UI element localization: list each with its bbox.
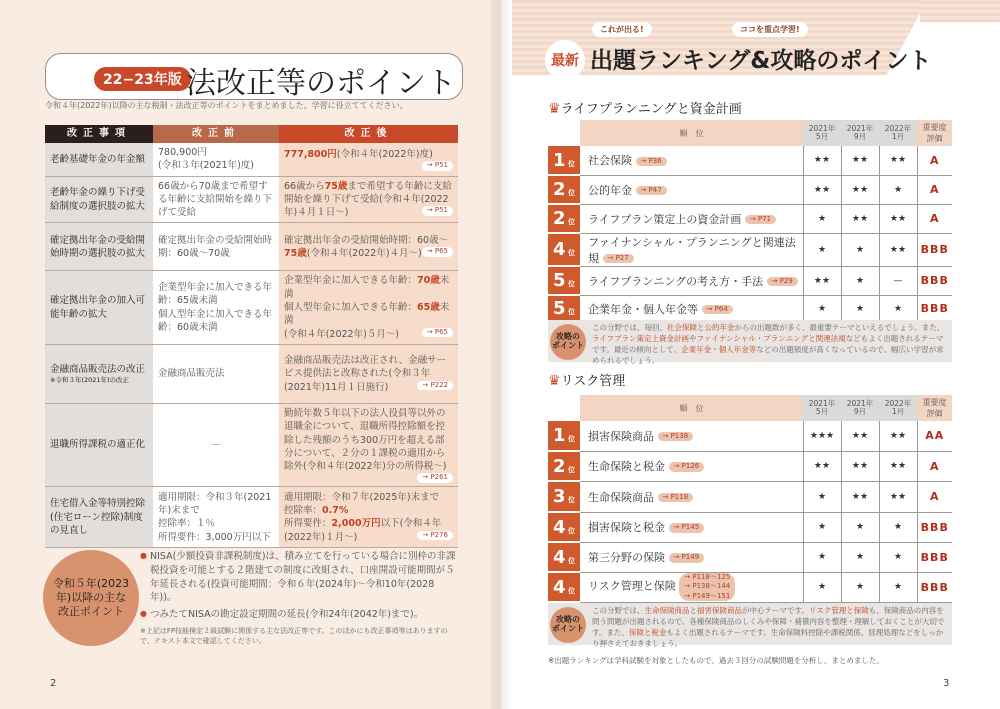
- ranking-row: [548, 295, 952, 322]
- highlight-text: 企業年金・個人年金等: [681, 344, 757, 354]
- after-cell: [279, 143, 458, 176]
- page-reference: → P36: [636, 157, 667, 166]
- after-cell: [279, 223, 458, 271]
- highlight-text: 損害保険商品: [697, 606, 742, 615]
- star-rating: ★: [841, 572, 879, 602]
- strategy-point: [548, 320, 952, 365]
- item-cell: 老齢年金の繰り下げ受給制度の選択肢の拡大: [45, 176, 153, 223]
- item-cell: 確定拠出年金の受給開始時期の選択肢の拡大: [45, 223, 153, 271]
- highlight-text: 75歳: [324, 180, 348, 192]
- item-name: 第三分野の保険 → P149: [580, 542, 803, 572]
- item-name: 生命保険商品 → P118: [580, 481, 803, 512]
- page-reference: → P29: [767, 277, 798, 286]
- star-rating: ★★★: [803, 421, 841, 451]
- text: 未満 (令和４年(2022年)５月〜): [284, 302, 450, 340]
- header-row: [548, 395, 952, 421]
- ranking-row: [548, 175, 952, 204]
- table-row: [45, 223, 458, 271]
- text: 確定拠出年金の受給開始時期：60歳〜: [284, 234, 449, 246]
- text: と: [697, 323, 705, 332]
- highlight-text: ライフプラン策定上資金計画: [592, 333, 690, 343]
- note: ※上記はFP技能検定２級試験に関係する主な法改正等です。このほかにも改正事項等はありますので、テキスト本文で確認してください。: [140, 626, 448, 645]
- rank-badge: 4 位: [548, 572, 580, 602]
- page-reference: → P222: [417, 381, 453, 391]
- date-header: 2022年 1月: [879, 120, 917, 146]
- star-rating: ★: [841, 233, 879, 266]
- page-reference: → P64: [702, 305, 733, 314]
- rank-badge: 5 位: [548, 295, 580, 322]
- date-header: 2022年 1月: [879, 395, 917, 421]
- star-rating: ★★: [803, 451, 841, 481]
- page-title: 法改正等のポイント: [186, 66, 456, 101]
- highlight-text: 生命保険商品: [644, 606, 690, 615]
- text: 66歳から: [284, 180, 325, 192]
- table-row: [45, 271, 458, 344]
- rank-badge: 4 位: [548, 233, 580, 266]
- edition-badge: 22−23年版: [94, 67, 191, 91]
- text: 金融商品販売法は改正され、金融サービス提供法と改称された(令和３年(2021年)11月１日施行): [284, 355, 447, 393]
- page-reference: → P149: [669, 553, 705, 562]
- highlight-text: 75歳: [284, 247, 307, 259]
- item-name: 生命保険と税金 → P126: [580, 451, 803, 481]
- text: 所得要件：: [284, 518, 332, 530]
- after-cell: [279, 271, 458, 344]
- page-number: 2: [50, 678, 57, 689]
- text: と: [689, 606, 697, 615]
- page-reference: → P118: [658, 493, 694, 502]
- rank-suffix: 位: [565, 465, 575, 474]
- speech-bubble: ココを重点学習!: [732, 22, 808, 37]
- footnote: ※出題ランキングは学科試験を対象としたもので、過去３回分の試験問題を分析し、まとめました。: [548, 656, 884, 665]
- table-row: [45, 176, 458, 223]
- rank-suffix: 位: [565, 159, 575, 168]
- rank-suffix: 位: [565, 280, 575, 288]
- blank-header: [548, 120, 580, 146]
- page-reference: → P118〜125 → P138〜144 → P149〜151: [679, 573, 735, 600]
- rank-suffix: 位: [565, 586, 575, 595]
- item-name: 企業年金・個人年金等 → P64: [580, 295, 803, 322]
- text: 企業型年金に加入できる年齢：: [284, 275, 418, 287]
- text: も、保険商品の内容を問う問題が出題されるので、各種保険商品のしくみや保障・補償内容を整理・理解しておくことが大切です。また、: [592, 606, 945, 637]
- item-name: 公的年金 → P47: [580, 175, 803, 204]
- before-cell: 企業型年金に加入できる年齢：65歳未満 個人型年金に加入できる年齢：60歳未満: [153, 271, 279, 344]
- star-rating: ★: [803, 512, 841, 542]
- item-name: ライフプランニングの考え方・手法 → P29: [580, 266, 803, 295]
- highlight-text: 2,000万円: [331, 518, 381, 530]
- text: この分野では、毎回、: [592, 323, 667, 332]
- star-rating: ★: [879, 542, 917, 572]
- rank-suffix: 位: [565, 496, 575, 504]
- title-box: [45, 53, 463, 100]
- highlight-text: 65歳: [417, 302, 440, 314]
- star-rating: ★★: [879, 233, 917, 266]
- ranking-table: [548, 120, 952, 323]
- text: 未満 個人型年金に加入できる年齢：: [284, 275, 450, 314]
- strategy-badge: 攻略の ポイント: [550, 324, 586, 360]
- future-points: [140, 550, 458, 646]
- importance-rating: BBB: [917, 233, 952, 266]
- item-name: ライフプラン策定上の資金計画 → P71: [580, 204, 803, 233]
- item-name: 損害保険と税金 → P145: [580, 512, 803, 542]
- page-reference: → P126: [669, 462, 705, 471]
- page-reference: → P276: [417, 531, 453, 541]
- star-rating: ★★: [841, 204, 879, 233]
- date-header: 2021年 5月: [803, 120, 841, 146]
- rank-suffix: 位: [565, 189, 575, 197]
- star-rating: ★: [803, 295, 841, 322]
- eval-header: 重要度 評価: [917, 120, 952, 146]
- star-rating: ★: [879, 572, 917, 602]
- table-row: [45, 344, 458, 403]
- star-rating: ★★: [841, 481, 879, 512]
- text: 勤続年数５年以下の法人役員等以外の退職金について、退職所得控除額を控除した残額のうち300万円を超える部分について、２分の１課税の適用から除外(令和４年(2022年)分の所得税〜): [284, 407, 447, 473]
- text: からの出題数が多く、最重要テーマといえるでしょう。また、: [734, 323, 945, 332]
- rank-suffix: 位: [565, 526, 575, 535]
- importance-rating: AA: [917, 421, 952, 451]
- item-cell: 金融商品販売法の改正 ※令和３年(2021年)の改正: [45, 344, 153, 403]
- item-name: ファイナンシャル・プランニングと関連法規 → P27: [580, 233, 803, 266]
- text: まで希望する年齢に支給開始を繰り下げて受給(令和４年(2022年)４月１日〜): [284, 180, 452, 219]
- star-rating: ★: [803, 204, 841, 233]
- column-header: 改正事項: [45, 125, 153, 143]
- subtitle: 令和４年(2022年)以降の主な税制・法改正等のポイントをまとめました。学習に役立ててください。: [45, 101, 408, 110]
- item-cell: 確定拠出年金の加入可能年齢の拡大: [45, 271, 153, 344]
- item-note: ※令和３年(2021年)の改正: [50, 376, 130, 385]
- star-rating: —: [879, 266, 917, 295]
- ranking-row: [548, 481, 952, 512]
- ranking-row: [548, 421, 952, 451]
- importance-rating: BBB: [917, 295, 952, 322]
- before-cell: 780,900円 (令和３年(2021年)度): [153, 143, 279, 176]
- star-rating: ★: [841, 266, 879, 295]
- bullet-item: ● つみたてNISAの勘定設定期間の延長(令和24年(2042年)まで)。: [140, 608, 458, 622]
- rank-badge: 5 位: [548, 266, 580, 295]
- section-title: ♛リスク管理: [548, 373, 626, 389]
- highlight-text: 777,800円: [284, 148, 337, 160]
- page-number: 3: [943, 678, 950, 689]
- importance-rating: A: [917, 175, 952, 204]
- eval-header: 重要度 評価: [917, 395, 952, 421]
- page-reference: → P51: [422, 161, 453, 171]
- page-reference: → P51: [422, 206, 453, 216]
- page-reference: → P65: [422, 328, 453, 338]
- text: (令和４年(2022年)度): [336, 148, 433, 160]
- rank-badge: 2 位: [548, 204, 580, 233]
- star-rating: ★: [841, 512, 879, 542]
- ranking-row: [548, 233, 952, 266]
- rank-header: 順 位: [580, 120, 803, 146]
- rank-badge: 2 位: [548, 451, 580, 481]
- page-reference: → P27: [603, 254, 634, 263]
- text: などもよく出題されるテーマです。最近の傾向として、: [592, 333, 944, 354]
- after-cell: [279, 403, 458, 486]
- text: や: [689, 333, 697, 343]
- rank-badge: 1 位: [548, 421, 580, 451]
- importance-rating: A: [917, 481, 952, 512]
- star-rating: ★: [803, 481, 841, 512]
- ranking-row: [548, 146, 952, 175]
- star-rating: ★★: [879, 146, 917, 175]
- page-title: 出題ランキング&攻略のポイント: [590, 48, 932, 74]
- column-header: 改正前: [153, 125, 279, 143]
- item-name: 社会保険 → P36: [580, 146, 803, 175]
- star-rating: ★★: [841, 146, 879, 175]
- ranking-row: [548, 451, 952, 481]
- star-rating: ★: [841, 295, 879, 322]
- crown-icon: ♛: [548, 101, 561, 117]
- before-cell: 適用期限：令和３年(2021年)末まで 控除率：１％ 所得要件：3,000万円以下: [153, 487, 279, 548]
- section-title: ♛ライフプランニングと資金計画: [548, 101, 742, 117]
- text: この分野では、: [592, 606, 645, 615]
- importance-rating: BBB: [917, 512, 952, 542]
- rank-badge: 1 位: [548, 146, 580, 175]
- star-rating: ★★: [879, 451, 917, 481]
- right-page: [500, 0, 1000, 709]
- column-header: 改正後: [279, 125, 458, 143]
- ranking-row: [548, 204, 952, 233]
- before-cell: 金融商品販売法: [153, 344, 279, 403]
- star-rating: ★: [841, 542, 879, 572]
- importance-rating: A: [917, 146, 952, 175]
- item-cell: 住宅借入金等特別控除(住宅ローン控除)制度の見直し: [45, 487, 153, 548]
- text: もよく出題されるテーマです。生命保険料控除や課税関係、経理処理などをしっかり押さえておきましょう。: [592, 627, 944, 648]
- star-rating: ★★: [803, 175, 841, 204]
- highlight-text: 保険と税金: [628, 627, 667, 637]
- rank-suffix: 位: [565, 435, 575, 443]
- before-cell: 確定拠出年金の受給開始時期：60歳〜70歳: [153, 223, 279, 271]
- star-rating: ★: [803, 233, 841, 266]
- page-reference: → P65: [422, 247, 453, 257]
- star-rating: ★: [803, 542, 841, 572]
- highlight-text: 社会保険: [667, 323, 697, 332]
- highlight-text: ファイナンシャル・プランニングと関連法規: [696, 333, 846, 343]
- after-cell: [279, 176, 458, 223]
- table-row: [45, 487, 458, 548]
- page-reference: → P71: [745, 215, 776, 224]
- star-rating: ★: [879, 512, 917, 542]
- date-header: 2021年 9月: [841, 120, 879, 146]
- ranking-row: [548, 572, 952, 602]
- new-badge: 最新: [545, 40, 585, 80]
- strategy-point: [548, 603, 952, 648]
- law-changes-table: [45, 125, 458, 548]
- page-reference: → P138: [658, 432, 694, 441]
- star-rating: ★: [879, 295, 917, 322]
- page-reference: → P145: [669, 523, 705, 532]
- highlight-text: 70歳: [417, 275, 440, 287]
- ranking-row: [548, 266, 952, 295]
- text: などの出題頻度が高くなっているので、幅広い学習が求められるでしょう。: [592, 344, 944, 365]
- highlight-text: 公的年金: [704, 323, 735, 332]
- crown-icon: ♛: [548, 373, 561, 389]
- header-band-strip: [920, 0, 1000, 22]
- importance-rating: A: [917, 204, 952, 233]
- blank-header: [548, 395, 580, 421]
- item-cell: 退職所得課税の適正化: [45, 403, 153, 486]
- star-rating: ★★: [841, 451, 879, 481]
- item-cell: 老齢基礎年金の年金額: [45, 143, 153, 176]
- rank-suffix: 位: [565, 249, 575, 257]
- ranking-table: [548, 395, 952, 603]
- star-rating: ★★: [879, 421, 917, 451]
- page-reference: → P47: [636, 186, 667, 195]
- importance-rating: BBB: [917, 266, 952, 295]
- rank-badge: 4 位: [548, 542, 580, 572]
- date-header: 2021年 5月: [803, 395, 841, 421]
- text: (令和４年(2022年)４月〜): [306, 247, 422, 259]
- highlight-text: リスク管理と保険: [808, 606, 869, 615]
- text: 以下(令和４年(2022年)１月〜): [284, 518, 442, 543]
- page-reference: → P261: [417, 473, 453, 483]
- book-gutter: [490, 0, 512, 709]
- star-rating: ★★: [841, 421, 879, 451]
- star-rating: ★★: [879, 204, 917, 233]
- rank-badge: 2 位: [548, 175, 580, 204]
- speech-bubble: これが出る!: [592, 22, 652, 37]
- star-rating: ★★: [803, 266, 841, 295]
- rank-suffix: 位: [565, 218, 575, 226]
- text: が中心テーマです。: [742, 606, 809, 615]
- star-rating: ★★: [803, 146, 841, 175]
- star-rating: ★: [803, 572, 841, 602]
- ranking-row: [548, 512, 952, 542]
- rank-header: 順 位: [580, 395, 803, 421]
- importance-rating: BBB: [917, 572, 952, 602]
- future-points-circle: 令和５年(2023年)以降の主な改正ポイント: [43, 550, 139, 646]
- ranking-row: [548, 542, 952, 572]
- table-row: [45, 143, 458, 176]
- item-name: リスク管理と保険 → P118〜125 → P138〜144 → P149〜151: [580, 572, 803, 602]
- highlight-text: 0.7%: [322, 504, 349, 516]
- after-cell: [279, 344, 458, 403]
- bullet-item: ● NISA(少額投資非課税制度)は、積み立てを行っている場合に別枠の非課税投資を可能とする２階建ての制度に改組され、口座開設可能期間が５年延長される(投資可能期間：令和６年(2024年)〜令和10年(2028年))。: [140, 550, 458, 605]
- rank-badge: 3 位: [548, 481, 580, 512]
- importance-rating: A: [917, 451, 952, 481]
- rank-badge: 4 位: [548, 512, 580, 542]
- after-cell: [279, 487, 458, 548]
- strategy-badge: 攻略の ポイント: [550, 607, 586, 643]
- before-cell: 66歳から70歳まで希望する年齢に支給開始を繰り下げて受給: [153, 176, 279, 223]
- rank-suffix: 位: [565, 556, 575, 565]
- table-row: [45, 403, 458, 486]
- rank-suffix: 位: [565, 308, 575, 316]
- star-rating: ★★: [841, 175, 879, 204]
- date-header: 2021年 9月: [841, 395, 879, 421]
- star-rating: ★: [879, 175, 917, 204]
- text: 適用期限：令和７年(2025年)末まで 控除率：: [284, 491, 440, 516]
- importance-rating: BBB: [917, 542, 952, 572]
- item-name: 損害保険商品 → P138: [580, 421, 803, 451]
- star-rating: ★★: [879, 481, 917, 512]
- before-cell: —: [153, 403, 279, 486]
- header-row: [548, 120, 952, 146]
